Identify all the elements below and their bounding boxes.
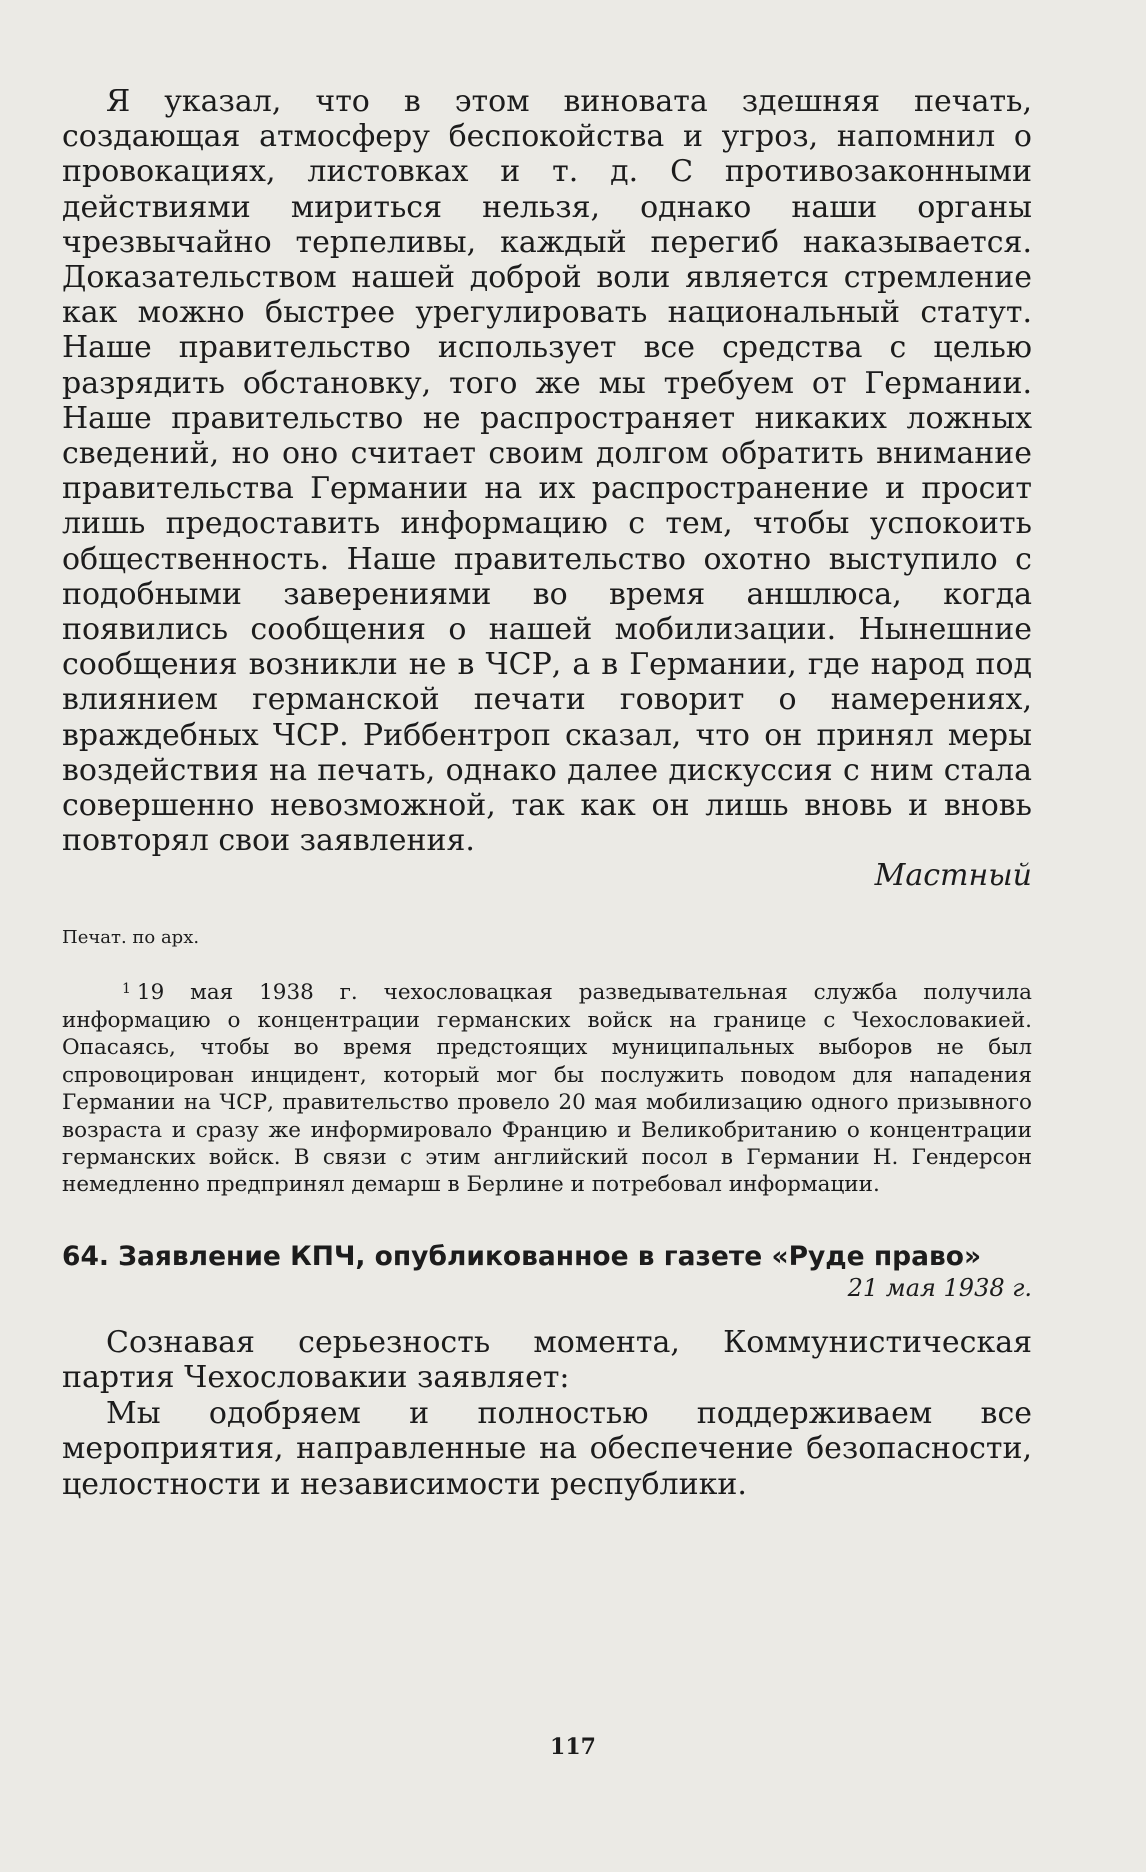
document-heading: 64. Заявление КПЧ, опубликованное в газете «Руде право» bbox=[62, 1240, 982, 1272]
footnote bbox=[62, 979, 1032, 1198]
document-paragraph-1: Сознавая серьезность момента, Коммунистическая партия Чехословакии заявляет: bbox=[62, 1324, 1032, 1396]
footnote-marker: 1 bbox=[122, 981, 131, 998]
footnote-text: 19 мая 1938 г. чехословацкая разведывательная служба получила информацию о концентрации германских войск на границе с Чехословакией. Опасаясь, чтобы во время предстоящих муниципальных выборов не был спровоцирован инцидент, который мог бы послужить поводом для нападения Германии на ЧСР, правительство провело 20 мая мобилизацию одного призывного возраста и сразу же информировало Францию и Великобританию о концентрации германских войск. В связи с этим английский посол в Германии Н. Гендерсон немедленно предпринял демарш в Берлине и потребовал информации. bbox=[62, 980, 1032, 1198]
signature: Мастный bbox=[874, 858, 1032, 894]
book-page bbox=[62, 84, 1032, 1502]
source-note: Печат. по арх. bbox=[62, 927, 200, 949]
page-number: 117 bbox=[550, 1734, 596, 1760]
document-date: 21 мая 1938 г. bbox=[847, 1273, 1032, 1302]
document-paragraph-2: Мы одобряем и полностью поддерживаем все мероприятия, направленные на обеспечение безопасности, целостности и независимости республики. bbox=[62, 1395, 1032, 1502]
body-paragraph: Я указал, что в этом виновата здешняя печать, создающая атмосферу беспокойства и угроз, напомнил о провокациях, листовках и т. д. С противозаконными действиями мириться нельзя, однако наши органы чрезвычайно терпеливы, каждый перегиб наказывается. Доказательством нашей доброй воли является стремление как можно быстрее урегулировать национальный статут. Наше правительство использует все средства с целью разрядить обстановку, того же мы требуем от Германии. Наше правительство не распространяет никаких ложных сведений, но оно считает своим долгом обратить внимание правительства Германии на их распространение и просит лишь предоставить информацию с тем, чтобы успокоить общественность. Наше правительство охотно выступило с подобными заверениями во время аншлюса, когда появились сообщения о нашей мобилизации. Нынешние сообщения возникли не в ЧСР, а в Германии, где народ под влиянием германской печати говорит о намерениях, враждебных ЧСР. Риббентроп сказал, что он принял меры воздействия на печать, однако далее дискуссия с ним стала совершенно невозможной, так как он лишь вновь и вновь повторял свои заявления. bbox=[62, 84, 1032, 859]
